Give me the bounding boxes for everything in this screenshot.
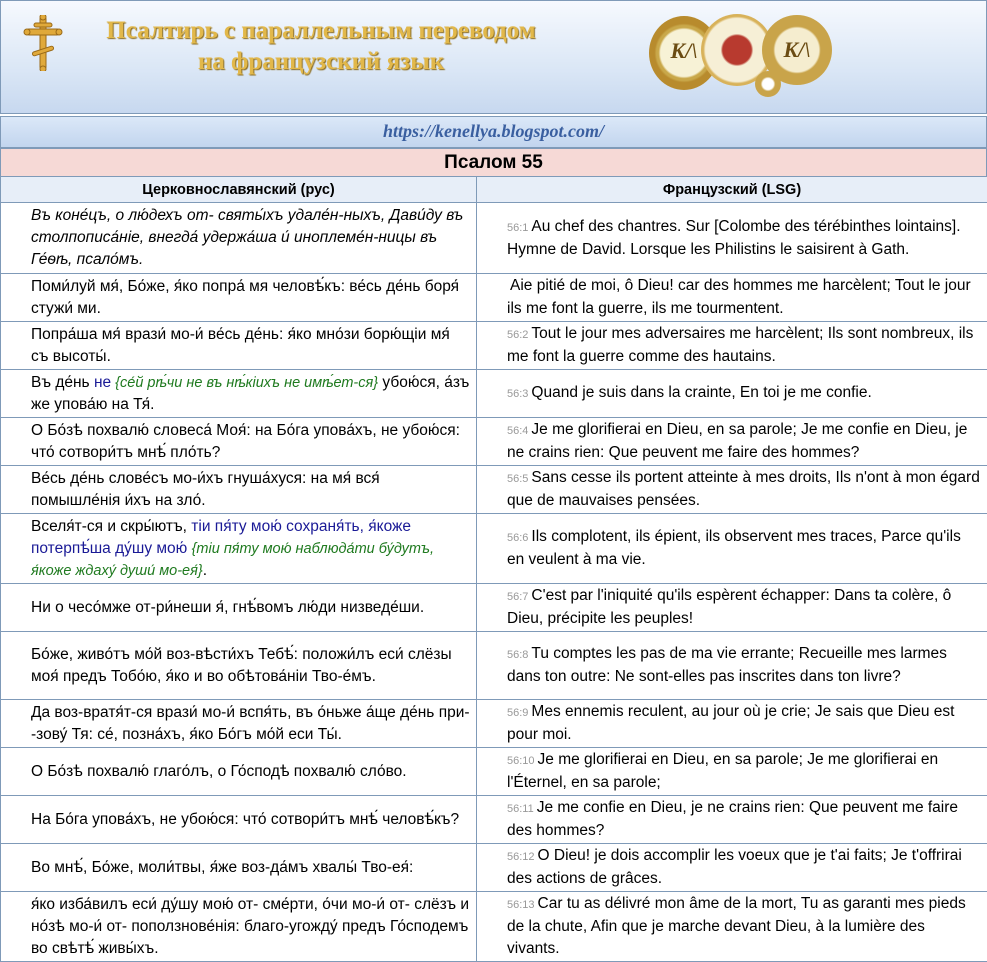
slavonic-cell: Во мнѣ́, Бо́же, моли́твы, я́же воз-да́мъ хвалы́ Тво-ея́:: [1, 844, 477, 892]
french-cell: [477, 514, 987, 584]
slavonic-cell: Ни о чесо́мже от-ри́неши я́, гнѣ́вомъ лю́ди низведе́ши.: [1, 584, 477, 632]
psalm-title: Псалом 55: [0, 148, 987, 177]
french-text: Quand je suis dans la crainte, En toi je me confie.: [531, 384, 871, 401]
french-text: C'est par l'iniquité qu'ils espèrent échapper: Dans ta colère, ô Dieu, précipite les peuples!: [507, 587, 951, 627]
table-row: [1, 584, 987, 632]
french-text: Tu comptes les pas de ma vie errante; Recueille mes larmes dans ton outre: Ne sont-elles pas inscrites dans ton livre?: [507, 645, 947, 685]
verse-number: 56:5: [507, 473, 528, 485]
slavonic-cell: Въ коне́цъ, о лю́дехъ от- святы́хъ удале́н-ныхъ, Дави́ду въ столпописа́ніе, внегда́ удержа́ша и́ иноплеме́н-ницы въ Ге́ѳѣ, псало́мъ.: [1, 203, 477, 274]
banner-title-line1: Псалтирь с параллельным переводом: [71, 15, 571, 46]
verse-number: 56:3: [507, 388, 528, 400]
french-text: Car tu as délivré mon âme de la mort, Tu as garanti mes pieds de la chute, Afin que je marche devant Dieu, à la lumière des vivants.: [507, 895, 966, 957]
french-cell: [477, 203, 987, 274]
french-text: Sans cesse ils portent atteinte à mes droits, Ils n'ont à mon égard que de mauvaises pensées.: [507, 469, 980, 509]
french-cell: [477, 274, 987, 322]
table-row: [1, 632, 987, 700]
verse-number: 56:1: [507, 222, 528, 234]
table-row: [1, 748, 987, 796]
inserted-phrase: тіи пя́ту мою́ сохраня́ть: [191, 518, 359, 535]
table-row: [1, 844, 987, 892]
french-cell: [477, 466, 987, 514]
editorial-note: {тіи пя́ту мою́ наблюда́ти бу́дутъ, я́коже ждаху́ души́ мо-ея́}: [31, 541, 434, 579]
french-text: Je me glorifierai en Dieu, en sa parole; Je me glorifierai en l'Éternel, en sa parole;: [507, 751, 938, 791]
french-cell: [477, 322, 987, 370]
verse-number: 56:10: [507, 755, 535, 767]
slavonic-cell: О Бо́зѣ похвалю́ глаго́лъ, о Го́сподѣ похвалю́ сло́во.: [1, 748, 477, 796]
table-row: [1, 370, 987, 418]
column-header-french: Французский (LSG): [477, 177, 987, 203]
logo-small: [755, 71, 781, 97]
url-bar: [0, 116, 987, 148]
french-text: Mes ennemis reculent, au jour où je crie; Je sais que Dieu est pour moi.: [507, 703, 954, 743]
verse-number: 56:6: [507, 532, 528, 544]
verse-number: 56:13: [507, 899, 535, 911]
table-row: [1, 418, 987, 466]
french-text: Aie pitié de moi, ô Dieu! car des hommes me harcèlent; Tout le jour ils me font la guerre, ils me tourmentent.: [507, 277, 971, 317]
inserted-word: не: [94, 374, 111, 391]
slavonic-cell: Вселя́т-ся и скры́ютъ, тіи пя́ту мою́ сохраня́ть, я́коже потерпѣ́ша ду́шу мою́ {тіи пя́ту мою́ наблюда́ти бу́дутъ, я́коже ждаху́ души́ мо-ея́}.: [1, 514, 477, 584]
table-row: [1, 514, 987, 584]
verse-number: 56:12: [507, 851, 535, 863]
logo-left: K/\: [649, 16, 719, 90]
french-cell: [477, 700, 987, 748]
french-text: Je me confie en Dieu, je ne crains rien: Que peuvent me faire des hommes?: [507, 799, 958, 839]
table-row: [1, 203, 987, 274]
slavonic-cell: Да воз-вратя́т-ся врази́ мо-и́ вспя́ть, въ о́ньже а́ще де́нь при--зову́ Тя: се́, позна́хъ, я́ко Бо́гъ мо́й еси Ты́.: [1, 700, 477, 748]
blog-url-link[interactable]: https://kenellya.blogspot.com/: [1, 121, 986, 142]
french-cell: [477, 370, 987, 418]
header-banner: [0, 0, 987, 114]
column-header-slavonic: Церковнославянский (рус): [1, 177, 477, 203]
french-text: O Dieu! je dois accomplir les voeux que je t'ai faits; Je t'offrirai des actions de grâces.: [507, 847, 962, 887]
french-text: Au chef des chantres. Sur [Colombe des térébinthes lointains]. Hymne de David. Lorsque les Philistins le saisirent à Gath.: [507, 218, 961, 258]
slavonic-cell: я́ко изба́вилъ еси́ ду́шу мою́ от- сме́рти, о́чи мо-и́ от- слёзъ и но́зѣ мо-и́ от- поползнове́нія: благо-угожду́ предъ Го́сподемъ во свѣтѣ́ живы́хъ.: [1, 892, 477, 962]
verse-number: 56:11: [507, 803, 534, 815]
french-cell: [477, 584, 987, 632]
french-cell: [477, 632, 987, 700]
slavonic-cell: Въ де́нь не {се́й рѣ́чи не въ нѣ́кіихъ не имѣ́ет-ся} убою́ся, а́зъ же упова́ю на Тя́.: [1, 370, 477, 418]
verse-number: 56:7: [507, 591, 528, 603]
slavonic-cell: Ве́сь де́нь слове́съ мо-и́хъ гнуша́хуся: на мя́ вся́ помышле́нія и́хъ на зло́.: [1, 466, 477, 514]
orthodox-cross-icon: [23, 15, 63, 71]
table-row: [1, 274, 987, 322]
table-row: [1, 322, 987, 370]
french-cell: [477, 418, 987, 466]
french-text: Ils complotent, ils épient, ils observent mes traces, Parce qu'ils en veulent à ma vie.: [507, 528, 961, 568]
table-row: [1, 892, 987, 962]
verse-number: 56:8: [507, 649, 528, 661]
french-text: Je me glorifierai en Dieu, en sa parole; Je me confie en Dieu, je ne crains rien: Que peuvent me faire des hommes?: [507, 421, 967, 461]
french-cell: [477, 892, 987, 962]
french-text: Tout le jour mes adversaires me harcèlent; Ils sont nombreux, ils me font la guerre comme des hautains.: [507, 325, 973, 365]
slavonic-cell: Поми́луй мя́, Бо́же, я́ко попра́ мя человѣ́къ: ве́сь де́нь боря́ стужи́ ми.: [1, 274, 477, 322]
table-row: [1, 700, 987, 748]
french-cell: [477, 748, 987, 796]
slavonic-cell: Попра́ша мя́ врази́ мо-и́ ве́сь де́нь: я́ко мно́зи борю́щіи мя́ съ высоты́.: [1, 322, 477, 370]
parallel-text-table: [0, 176, 987, 962]
banner-title-line2: на французский язык: [71, 46, 571, 77]
verse-number: 56:2: [507, 329, 528, 341]
slavonic-cell: На Бо́га упова́хъ, не убою́ся: что́ сотвори́тъ мнѣ́ человѣ́къ?: [1, 796, 477, 844]
table-row: [1, 796, 987, 844]
verse-number: 56:4: [507, 425, 528, 437]
logo-right: K/\: [762, 15, 832, 85]
french-cell: [477, 796, 987, 844]
banner-title: [71, 15, 571, 77]
slavonic-cell: О Бо́зѣ похвалю́ словеса́ Моя́: на Бо́га упова́хъ, не убою́ся: что́ сотвори́тъ мнѣ́ пло́ть?: [1, 418, 477, 466]
editorial-note: {се́й рѣ́чи не въ нѣ́кіихъ не имѣ́ет-ся}: [111, 375, 378, 391]
table-row: [1, 466, 987, 514]
table-header-row: [1, 177, 987, 203]
french-cell: [477, 844, 987, 892]
slavonic-cell: Бо́же, живо́тъ мо́й воз-вѣсти́хъ Тебѣ́: положи́лъ еси́ слёзы моя́ предъ Тобо́ю, я́ко и во обѣтова́ніи Тво-е́мъ.: [1, 632, 477, 700]
verse-number: 56:9: [507, 707, 528, 719]
